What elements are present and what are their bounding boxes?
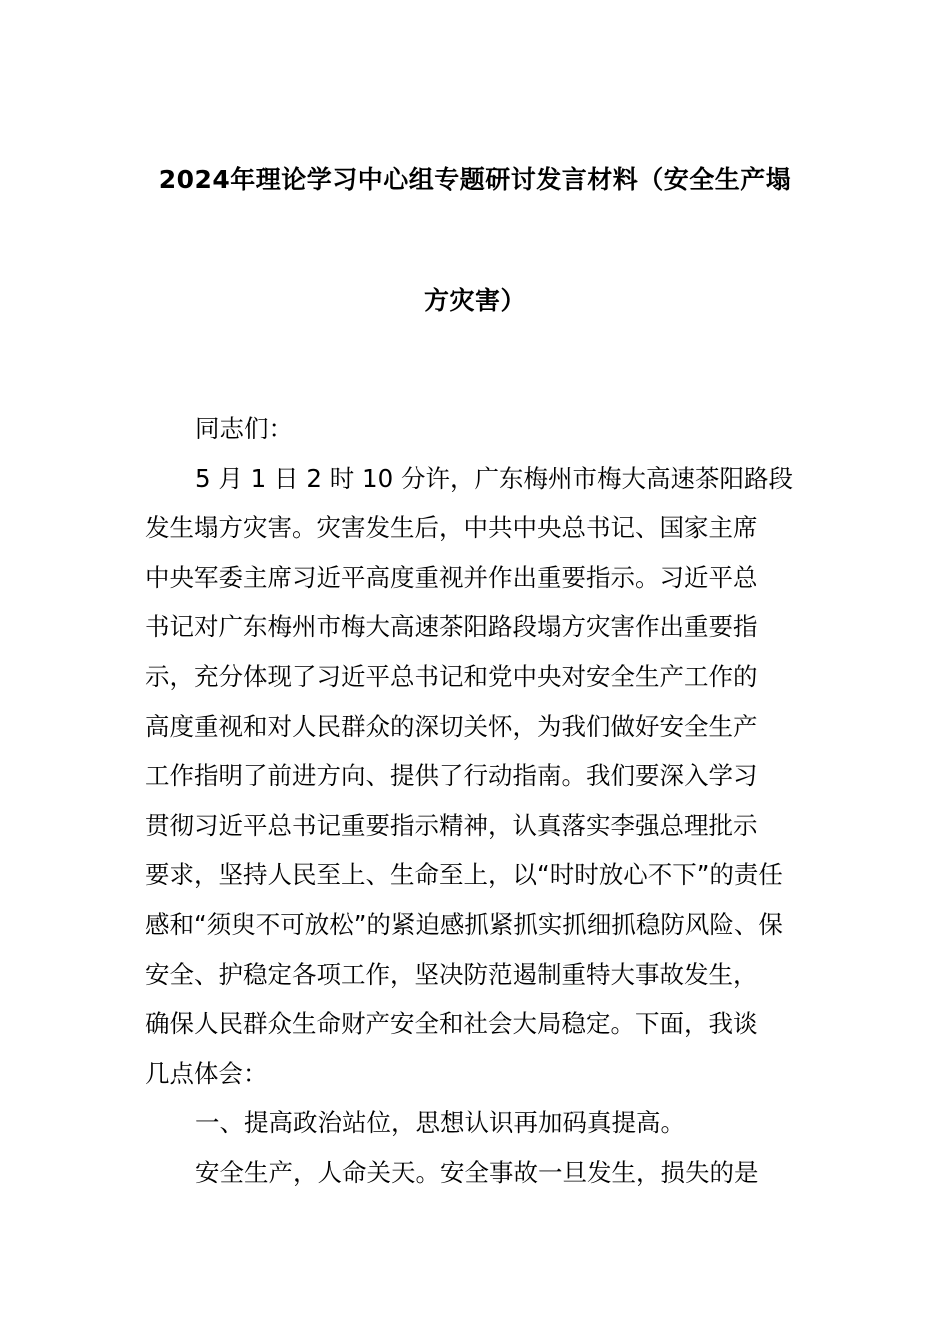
body-line: 书记对广东梅州市梅大高速茶阳路段塌方灾害作出重要指 [145,612,758,642]
section-heading: 一、提高政治站位，思想认识再加码真提高。 [195,1108,685,1138]
document-title-line-2: 方灾害） [423,286,526,315]
body-line: 感和“须臾不可放松”的紧迫感抓紧抓实抓细抓稳防风险、保 [145,909,783,939]
body-line: 高度重视和对人民群众的深切关怀，为我们做好安全生产 [145,711,758,741]
document-title-line-1: 2024年理论学习中心组专题研讨发言材料（安全生产塌 [158,165,792,194]
body-line: 示，充分体现了习近平总书记和党中央对安全生产工作的 [145,661,758,691]
body-line: 发生塌方灾害。灾害发生后，中共中央总书记、国家主席 [145,513,758,543]
body-line: 贯彻习近平总书记重要指示精神，认真落实李强总理批示 [145,810,758,840]
body-line: 工作指明了前进方向、提供了行动指南。我们要深入学习 [145,761,758,791]
body-line: 安全生产，人命关天。安全事故一旦发生，损失的是 [195,1157,759,1187]
salutation: 同志们： [195,414,293,443]
body-line: 5 月 1 日 2 时 10 分许，广东梅州市梅大高速茶阳路段 [195,463,793,493]
body-line: 中央军委主席习近平高度重视并作出重要指示。习近平总 [145,562,758,592]
document-body [145,404,810,1198]
body-line: 安全、护稳定各项工作，坚决防范遏制重特大事故发生， [145,959,758,989]
body-line: 确保人民群众生命财产安全和社会大局稳定。下面，我谈 [145,1009,758,1039]
body-line: 要求，坚持人民至上、生命至上，以“时时放心不下”的责任 [145,860,783,890]
body-line: 几点体会： [145,1058,268,1088]
